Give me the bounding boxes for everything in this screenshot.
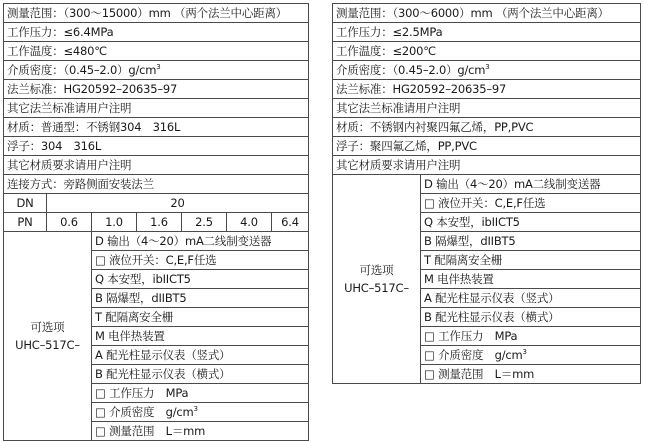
option-item: M 电伴热装置 [92, 327, 309, 346]
option-item: □ 测量范围 L＝mm [92, 422, 309, 441]
range-text: 测量范围：（300～6000）mm （两个法兰中心距离） [336, 5, 609, 20]
pressure-text: 工作压力：≤2.5MPa [336, 24, 443, 39]
flange-other-cell [4, 99, 309, 118]
material-text: 材质：普通型：不锈钢304 316L [7, 119, 181, 134]
pn-value: 0.6 [47, 213, 92, 232]
pressure-cell [333, 23, 641, 42]
pn-value: 6.4 [272, 213, 309, 232]
pressure-text: 工作压力：≤6.4MPa [7, 24, 114, 39]
flange-std-text: 法兰标准：HG20592–20635–97 [336, 81, 507, 96]
option-density-text: □ 介质密度 g/cm [424, 347, 523, 362]
option-label: 可选项 [30, 320, 65, 334]
option-item: T 配隔离安全栅 [92, 308, 309, 327]
connection-text: 连接方式：旁路侧面安装法兰 [7, 176, 154, 191]
material-text: 材质：不锈钢内衬聚四氟乙烯，PP,PVC [336, 119, 534, 134]
material-cell [4, 118, 309, 137]
density-cell [333, 61, 641, 80]
option-item: B 隔爆型，dIIBT5 [92, 289, 309, 308]
option-item: Q 本安型，ibIICT5 [92, 270, 309, 289]
density-text: 介质密度：（0.45–2.0）g/cm [336, 62, 486, 77]
option-item: B 配光柱显示仪表（横式） [421, 308, 641, 327]
material-other-text: 其它材质要求请用户注明 [336, 157, 461, 172]
option-item: T 配隔离安全栅 [421, 251, 641, 270]
pn-label: PN [4, 213, 47, 232]
flange-std-text: 法兰标准：HG20592–20635–97 [7, 81, 178, 96]
range-cell [333, 4, 641, 23]
option-model-cell [4, 232, 92, 441]
dn-value: 20 [47, 194, 309, 213]
spec-table-left [3, 3, 309, 441]
connection-cell [4, 175, 309, 194]
pressure-cell [4, 23, 309, 42]
model-code: UHC–517C– [15, 338, 80, 352]
flange-std-cell [4, 80, 309, 99]
option-item: □ 液位开关：C,E,F任选 [421, 194, 641, 213]
material-other-cell [4, 156, 309, 175]
flange-other-cell [333, 99, 641, 118]
material-cell [333, 118, 641, 137]
density-text: 介质密度：（0.45–2.0）g/cm [7, 62, 157, 77]
material-other-cell [333, 156, 641, 175]
range-cell [4, 4, 309, 23]
option-label: 可选项 [359, 263, 394, 277]
density-superscript: 3 [156, 62, 161, 71]
pn-value: 1.0 [92, 213, 137, 232]
float-cell [4, 137, 309, 156]
dn-label: DN [4, 194, 47, 213]
pn-value: 1.6 [137, 213, 182, 232]
option-item: Q 本安型，ibIICT5 [421, 213, 641, 232]
temperature-text: 工作温度：≤200℃ [336, 43, 437, 58]
option-item: □ 测量范围 L＝mm [421, 365, 641, 384]
option-density-text: □ 介质密度 g/cm [95, 404, 194, 419]
option-item: B 隔爆型，dIIBT5 [421, 232, 641, 251]
temperature-cell [4, 42, 309, 61]
temperature-cell [333, 42, 641, 61]
option-density-superscript: 3 [193, 404, 198, 413]
flange-std-cell [333, 80, 641, 99]
range-text: 测量范围：（300～15000）mm （两个法兰中心距离） [7, 5, 288, 20]
option-item: B 配光柱显示仪表（横式） [92, 365, 309, 384]
spec-table-right [332, 3, 641, 384]
option-item-density [421, 346, 641, 365]
float-text: 浮子：聚四氟乙烯，PP,PVC [336, 138, 477, 153]
option-item: □ 液位开关：C,E,F任选 [92, 251, 309, 270]
pn-value: 2.5 [182, 213, 227, 232]
option-item: D 输出（4～20）mA二线制变送器 [421, 175, 641, 194]
float-cell [333, 137, 641, 156]
option-item-density [92, 403, 309, 422]
density-superscript: 3 [485, 62, 490, 71]
flange-other-text: 其它法兰标准请用户注明 [7, 100, 132, 115]
model-code: UHC–517C– [344, 281, 409, 295]
option-item: A 配光柱显示仪表（竖式） [421, 289, 641, 308]
option-density-superscript: 3 [522, 347, 527, 356]
material-other-text: 其它材质要求请用户注明 [7, 157, 132, 172]
density-cell [4, 61, 309, 80]
option-item: A 配光柱显示仪表（竖式） [92, 346, 309, 365]
flange-other-text: 其它法兰标准请用户注明 [336, 100, 461, 115]
option-item: M 电伴热装置 [421, 270, 641, 289]
float-text: 浮子：304 316L [7, 138, 102, 153]
option-item: D 输出（4～20）mA二线制变送器 [92, 232, 309, 251]
option-model-cell [333, 175, 421, 384]
option-item: □ 工作压力 MPa [92, 384, 309, 403]
option-item: □ 工作压力 MPa [421, 327, 641, 346]
temperature-text: 工作温度：≤480℃ [7, 43, 108, 58]
pn-value: 4.0 [227, 213, 272, 232]
